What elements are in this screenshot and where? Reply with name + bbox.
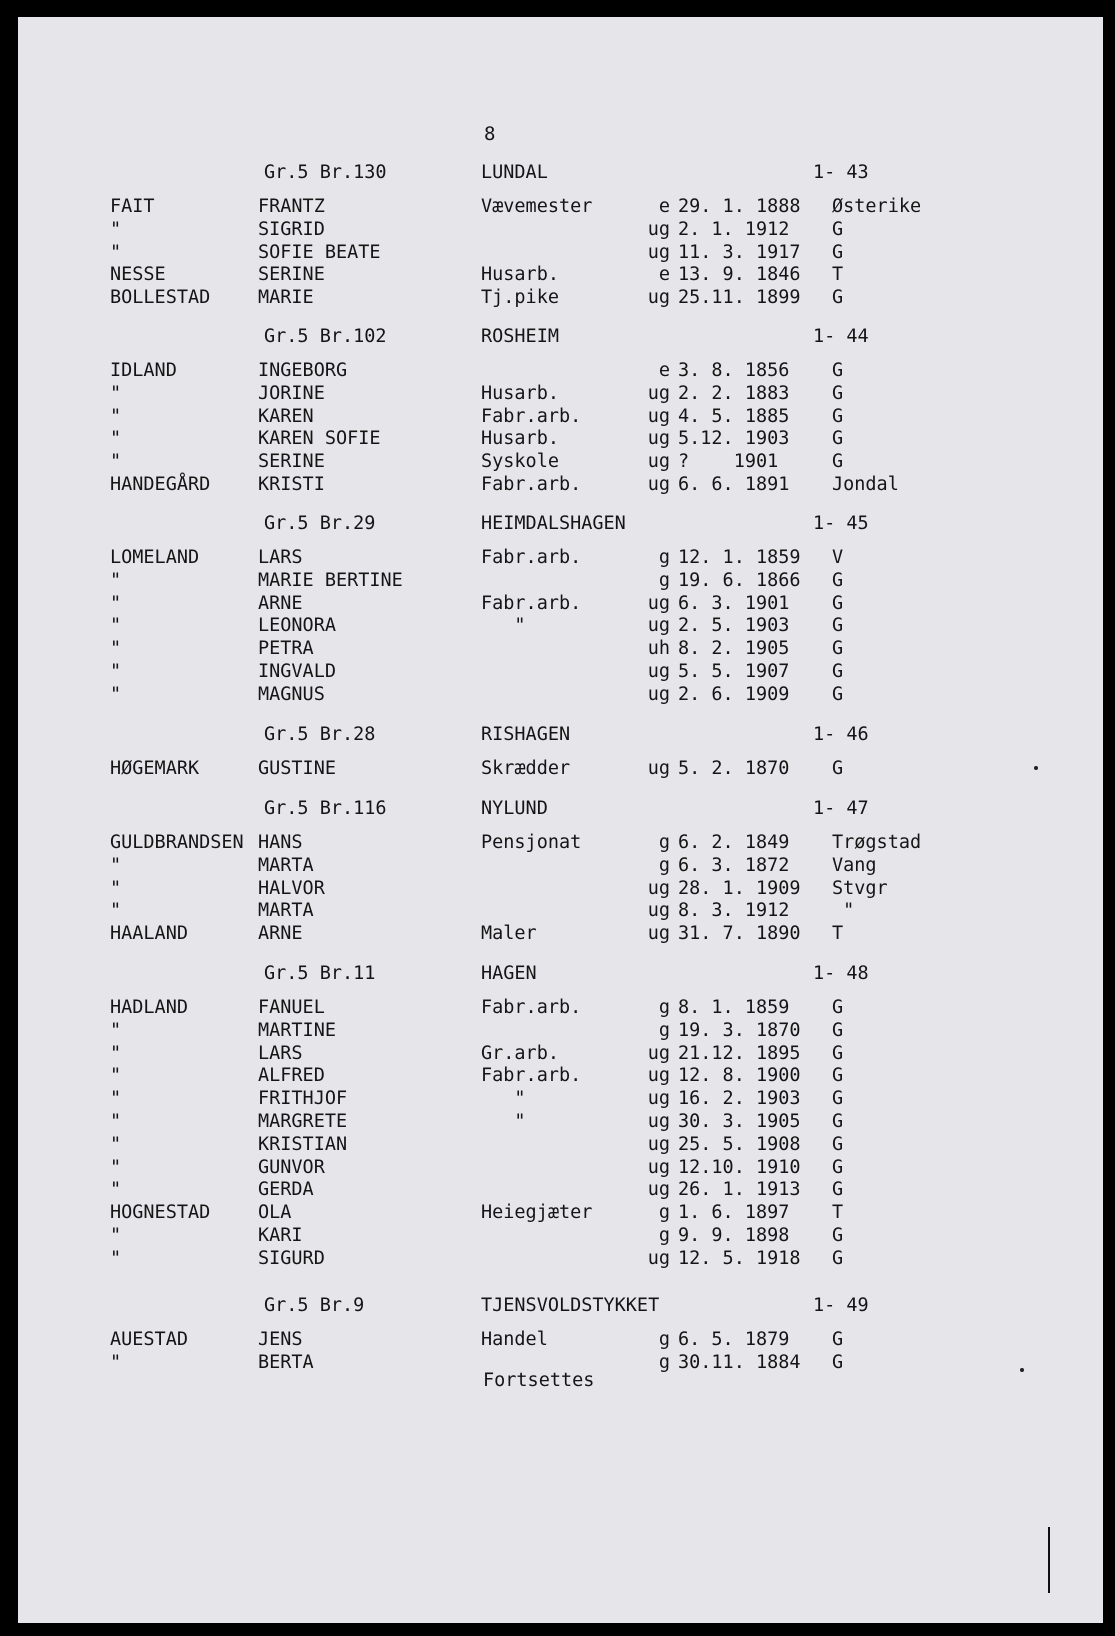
occupation: Husarb. <box>481 428 559 450</box>
person-row <box>18 832 1103 855</box>
birth-place: G <box>832 683 844 705</box>
entry-block <box>18 1295 1103 1375</box>
entry-block <box>18 798 1103 946</box>
marital-status: g <box>658 569 670 591</box>
marital-status: g <box>658 1202 670 1224</box>
occupation: Husarb. <box>481 382 559 404</box>
birth-date: 12. 8. 1900 <box>678 1065 801 1087</box>
marital-status: e <box>658 196 670 217</box>
first-name: MARTA <box>258 900 314 922</box>
birth-place: G <box>832 1179 844 1201</box>
first-name: INGEBORG <box>258 360 348 381</box>
birth-date: 6. 3. 1872 <box>678 854 790 876</box>
first-name: MARGRETE <box>258 1110 348 1132</box>
birth-date: 12. 5. 1918 <box>678 1247 801 1269</box>
person-row <box>18 855 1103 878</box>
occupation: " <box>481 615 526 637</box>
entry-number: 1- 45 <box>813 513 869 534</box>
farm-name: RISHAGEN <box>481 724 571 745</box>
first-name: SOFIE BEATE <box>258 241 381 263</box>
entry-block <box>18 513 1103 707</box>
person-row <box>18 360 1103 383</box>
birth-date: 2. 6. 1909 <box>678 683 790 705</box>
occupation: Husarb. <box>481 264 559 286</box>
person-row <box>18 1329 1103 1352</box>
first-name: KAREN <box>258 405 314 427</box>
surname: " <box>110 241 122 263</box>
entry-block <box>18 724 1103 781</box>
entry-number: 1- 43 <box>813 162 869 183</box>
person-row <box>18 474 1103 497</box>
surname: " <box>110 900 122 922</box>
birth-place: Jondal <box>832 473 899 495</box>
marital-status: ug <box>647 287 670 309</box>
birth-place: G <box>832 569 844 591</box>
person-row <box>18 923 1103 946</box>
first-name: SERINE <box>258 451 325 473</box>
birth-date: 2. 2. 1883 <box>678 382 790 404</box>
marital-status: ug <box>647 900 670 922</box>
birth-date: 8. 1. 1859 <box>678 997 790 1018</box>
person-row <box>18 406 1103 429</box>
margin-mark <box>1048 1527 1050 1593</box>
marital-status: g <box>658 832 670 853</box>
marital-status: ug <box>647 405 670 427</box>
page-number: 8 <box>484 123 496 145</box>
person-row <box>18 547 1103 570</box>
first-name: FRITHJOF <box>258 1088 348 1110</box>
marital-status: g <box>658 854 670 876</box>
birth-date: 5. 5. 1907 <box>678 660 790 682</box>
person-row <box>18 997 1103 1020</box>
birth-place: G <box>832 1110 844 1132</box>
birth-place: G <box>832 405 844 427</box>
marital-status: ug <box>647 1133 670 1155</box>
surname: " <box>110 1065 122 1087</box>
surname: HADLAND <box>110 997 188 1018</box>
entry-number: 1- 44 <box>813 326 869 347</box>
first-name: MAGNUS <box>258 683 325 705</box>
birth-place: Stvgr <box>832 877 888 899</box>
person-row <box>18 638 1103 661</box>
entry-header <box>18 798 1103 821</box>
birth-date: 28. 1. 1909 <box>678 877 801 899</box>
marital-status: ug <box>647 1247 670 1269</box>
group-number: Gr.5 Br.116 <box>264 798 387 819</box>
person-row <box>18 1179 1103 1202</box>
surname: " <box>110 660 122 682</box>
marital-status: ug <box>647 877 670 899</box>
continued-note: Fortsettes <box>483 1370 595 1391</box>
birth-date: 4. 5. 1885 <box>678 405 790 427</box>
first-name: LARS <box>258 547 303 568</box>
birth-place: G <box>832 592 844 614</box>
surname: " <box>110 428 122 450</box>
entry-header <box>18 513 1103 536</box>
scan-speck <box>1020 1368 1024 1372</box>
entry-block <box>18 963 1103 1271</box>
first-name: SERINE <box>258 264 325 286</box>
entry-header <box>18 724 1103 747</box>
first-name: FRANTZ <box>258 196 325 217</box>
occupation: Skrædder <box>481 758 571 779</box>
first-name: SIGRID <box>258 218 325 240</box>
birth-date: 8. 2. 1905 <box>678 638 790 660</box>
birth-place: Trøgstad <box>832 832 922 853</box>
surname: " <box>110 451 122 473</box>
birth-place: T <box>832 923 844 945</box>
entry-number: 1- 48 <box>813 963 869 984</box>
birth-date: 6. 2. 1849 <box>678 832 790 853</box>
first-name: KAREN SOFIE <box>258 428 381 450</box>
marital-status: ug <box>647 683 670 705</box>
person-row <box>18 287 1103 310</box>
marital-status: ug <box>647 1156 670 1178</box>
surname: " <box>110 1133 122 1155</box>
first-name: KRISTI <box>258 473 325 495</box>
birth-date: 1. 6. 1897 <box>678 1202 790 1224</box>
occupation: " <box>481 1088 526 1110</box>
group-number: Gr.5 Br.11 <box>264 963 376 984</box>
first-name: GUSTINE <box>258 758 336 779</box>
birth-date: 19. 6. 1866 <box>678 569 801 591</box>
birth-place: G <box>832 218 844 240</box>
first-name: INGVALD <box>258 660 336 682</box>
occupation: Gr.arb. <box>481 1042 559 1064</box>
birth-date: 13. 9. 1846 <box>678 264 801 286</box>
marital-status: ug <box>647 592 670 614</box>
scan-speck <box>1034 766 1038 770</box>
birth-date: 12. 1. 1859 <box>678 547 801 568</box>
marital-status: uh <box>647 638 670 660</box>
first-name: MARTINE <box>258 1019 336 1041</box>
first-name: ARNE <box>258 923 303 945</box>
person-row <box>18 1202 1103 1225</box>
birth-date: 6. 6. 1891 <box>678 473 790 495</box>
surname: HOGNESTAD <box>110 1202 211 1224</box>
person-row <box>18 451 1103 474</box>
birth-date: ? 1901 <box>678 451 779 473</box>
person-row <box>18 242 1103 265</box>
birth-place: G <box>832 758 844 779</box>
birth-date: 12.10. 1910 <box>678 1156 801 1178</box>
surname: " <box>110 592 122 614</box>
surname: " <box>110 1088 122 1110</box>
birth-date: 6. 3. 1901 <box>678 592 790 614</box>
occupation: Fabr.arb. <box>481 547 582 568</box>
person-row <box>18 264 1103 287</box>
first-name: KARI <box>258 1224 303 1246</box>
birth-place: G <box>832 1065 844 1087</box>
birth-date: 25.11. 1899 <box>678 287 801 309</box>
birth-date: 3. 8. 1856 <box>678 360 790 381</box>
first-name: JORINE <box>258 382 325 404</box>
person-row <box>18 1065 1103 1088</box>
marital-status: ug <box>647 1088 670 1110</box>
birth-place: G <box>832 360 844 381</box>
birth-place: T <box>832 1202 844 1224</box>
birth-place: G <box>832 1133 844 1155</box>
first-name: JENS <box>258 1329 303 1350</box>
surname: " <box>110 382 122 404</box>
birth-place: G <box>832 1247 844 1269</box>
surname: IDLAND <box>110 360 177 381</box>
farm-name: LUNDAL <box>481 162 548 183</box>
birth-date: 26. 1. 1913 <box>678 1179 801 1201</box>
entry-block <box>18 162 1103 310</box>
marital-status: e <box>658 264 670 286</box>
birth-date: 29. 1. 1888 <box>678 196 801 217</box>
surname: HANDEGÅRD <box>110 473 211 495</box>
person-row <box>18 1248 1103 1271</box>
birth-place: G <box>832 1019 844 1041</box>
birth-place: G <box>832 1351 844 1373</box>
first-name: LARS <box>258 1042 303 1064</box>
birth-place: Vang <box>832 854 877 876</box>
group-number: Gr.5 Br.102 <box>264 326 387 347</box>
marital-status: ug <box>647 923 670 945</box>
surname: " <box>110 569 122 591</box>
person-row <box>18 615 1103 638</box>
surname: " <box>110 1110 122 1132</box>
marital-status: e <box>658 360 670 381</box>
entry-number: 1- 49 <box>813 1295 869 1316</box>
surname: " <box>110 854 122 876</box>
birth-place: G <box>832 382 844 404</box>
birth-place: G <box>832 241 844 263</box>
occupation: Fabr.arb. <box>481 592 582 614</box>
birth-date: 5. 2. 1870 <box>678 758 790 779</box>
birth-date: 16. 2. 1903 <box>678 1088 801 1110</box>
marital-status: g <box>658 547 670 568</box>
entry-block <box>18 326 1103 497</box>
surname: NESSE <box>110 264 166 286</box>
marital-status: ug <box>647 1179 670 1201</box>
person-row <box>18 196 1103 219</box>
birth-place: G <box>832 451 844 473</box>
first-name: LEONORA <box>258 615 336 637</box>
surname: " <box>110 638 122 660</box>
marital-status: ug <box>647 382 670 404</box>
farm-name: HAGEN <box>481 963 537 984</box>
surname: LOMELAND <box>110 547 200 568</box>
first-name: SIGURD <box>258 1247 325 1269</box>
surname: " <box>110 1224 122 1246</box>
entry-header <box>18 1295 1103 1318</box>
group-number: Gr.5 Br.9 <box>264 1295 365 1316</box>
farm-name: ROSHEIM <box>481 326 559 347</box>
entry-header <box>18 963 1103 986</box>
surname: GULDBRANDSEN <box>110 832 244 853</box>
group-number: Gr.5 Br.28 <box>264 724 376 745</box>
first-name: OLA <box>258 1202 292 1224</box>
surname: " <box>110 405 122 427</box>
group-number: Gr.5 Br.29 <box>264 513 376 534</box>
first-name: HALVOR <box>258 877 325 899</box>
marital-status: ug <box>647 428 670 450</box>
person-row <box>18 428 1103 451</box>
person-row <box>18 570 1103 593</box>
entry-number: 1- 47 <box>813 798 869 819</box>
birth-place: G <box>832 997 844 1018</box>
person-row <box>18 1088 1103 1111</box>
birth-place: G <box>832 660 844 682</box>
surname: " <box>110 218 122 240</box>
birth-date: 19. 3. 1870 <box>678 1019 801 1041</box>
occupation: Pensjonat <box>481 832 582 853</box>
surname: " <box>110 683 122 705</box>
occupation: Syskole <box>481 451 559 473</box>
marital-status: ug <box>647 218 670 240</box>
farm-name: TJENSVOLDSTYKKET <box>481 1295 660 1316</box>
surname: " <box>110 1351 122 1373</box>
marital-status: ug <box>647 451 670 473</box>
entry-header <box>18 326 1103 349</box>
marital-status: ug <box>647 615 670 637</box>
birth-place: G <box>832 638 844 660</box>
person-row <box>18 758 1103 781</box>
entry-number: 1- 46 <box>813 724 869 745</box>
surname: HØGEMARK <box>110 758 200 779</box>
person-row <box>18 1020 1103 1043</box>
person-row <box>18 1225 1103 1248</box>
document-page <box>18 17 1103 1623</box>
birth-date: 30.11. 1884 <box>678 1351 801 1373</box>
occupation: Fabr.arb. <box>481 405 582 427</box>
birth-place: G <box>832 1329 844 1350</box>
birth-date: 31. 7. 1890 <box>678 923 801 945</box>
occupation: " <box>481 1110 526 1132</box>
marital-status: ug <box>647 473 670 495</box>
person-row <box>18 593 1103 616</box>
person-row <box>18 878 1103 901</box>
marital-status: ug <box>647 241 670 263</box>
occupation: Maler <box>481 923 537 945</box>
marital-status: g <box>658 1224 670 1246</box>
marital-status: ug <box>647 758 670 779</box>
farm-name: HEIMDALSHAGEN <box>481 513 626 534</box>
person-row <box>18 661 1103 684</box>
marital-status: g <box>658 1019 670 1041</box>
marital-status: g <box>658 1329 670 1350</box>
first-name: ARNE <box>258 592 303 614</box>
birth-date: 25. 5. 1908 <box>678 1133 801 1155</box>
occupation: Fabr.arb. <box>481 997 582 1018</box>
birth-place: Østerike <box>832 196 922 217</box>
birth-place: T <box>832 264 844 286</box>
person-row <box>18 1134 1103 1157</box>
first-name: HANS <box>258 832 303 853</box>
occupation: Fabr.arb. <box>481 473 582 495</box>
birth-date: 5.12. 1903 <box>678 428 790 450</box>
marital-status: ug <box>647 660 670 682</box>
person-row <box>18 1157 1103 1180</box>
farm-name: NYLUND <box>481 798 548 819</box>
occupation: Handel <box>481 1329 548 1350</box>
person-row <box>18 1043 1103 1066</box>
surname: HAALAND <box>110 923 188 945</box>
surname: " <box>110 615 122 637</box>
birth-date: 6. 5. 1879 <box>678 1329 790 1350</box>
first-name: MARIE <box>258 287 314 309</box>
first-name: BERTA <box>258 1351 314 1373</box>
first-name: ALFRED <box>258 1065 325 1087</box>
marital-status: ug <box>647 1110 670 1132</box>
person-row <box>18 219 1103 242</box>
surname: " <box>110 877 122 899</box>
person-row <box>18 383 1103 406</box>
birth-place: G <box>832 615 844 637</box>
marital-status: ug <box>647 1065 670 1087</box>
surname: " <box>110 1247 122 1269</box>
surname: BOLLESTAD <box>110 287 211 309</box>
surname: AUESTAD <box>110 1329 188 1350</box>
birth-date: 11. 3. 1917 <box>678 241 801 263</box>
occupation: Fabr.arb. <box>481 1065 582 1087</box>
birth-date: 8. 3. 1912 <box>678 900 790 922</box>
birth-date: 30. 3. 1905 <box>678 1110 801 1132</box>
birth-date: 2. 5. 1903 <box>678 615 790 637</box>
first-name: PETRA <box>258 638 314 660</box>
first-name: KRISTIAN <box>258 1133 348 1155</box>
group-number: Gr.5 Br.130 <box>264 162 387 183</box>
birth-place: G <box>832 428 844 450</box>
birth-place: G <box>832 287 844 309</box>
person-row <box>18 1111 1103 1134</box>
surname: FAIT <box>110 196 155 217</box>
first-name: FANUEL <box>258 997 325 1018</box>
birth-date: 2. 1. 1912 <box>678 218 790 240</box>
birth-place: V <box>832 547 844 568</box>
first-name: MARIE BERTINE <box>258 569 403 591</box>
birth-place: G <box>832 1224 844 1246</box>
surname: " <box>110 1156 122 1178</box>
birth-date: 21.12. 1895 <box>678 1042 801 1064</box>
surname: " <box>110 1019 122 1041</box>
birth-place: G <box>832 1042 844 1064</box>
person-row <box>18 684 1103 707</box>
birth-place: G <box>832 1088 844 1110</box>
surname: " <box>110 1179 122 1201</box>
marital-status: g <box>658 1351 670 1373</box>
occupation: Tj.pike <box>481 287 559 309</box>
occupation: Heiegjæter <box>481 1202 593 1224</box>
birth-date: 9. 9. 1898 <box>678 1224 790 1246</box>
marital-status: g <box>658 997 670 1018</box>
birth-place: G <box>832 1156 844 1178</box>
occupation: Vævemester <box>481 196 593 217</box>
entry-header <box>18 162 1103 185</box>
marital-status: ug <box>647 1042 670 1064</box>
person-row <box>18 900 1103 923</box>
first-name: GERDA <box>258 1179 314 1201</box>
surname: " <box>110 1042 122 1064</box>
first-name: MARTA <box>258 854 314 876</box>
first-name: GUNVOR <box>258 1156 325 1178</box>
birth-place: " <box>832 900 855 922</box>
